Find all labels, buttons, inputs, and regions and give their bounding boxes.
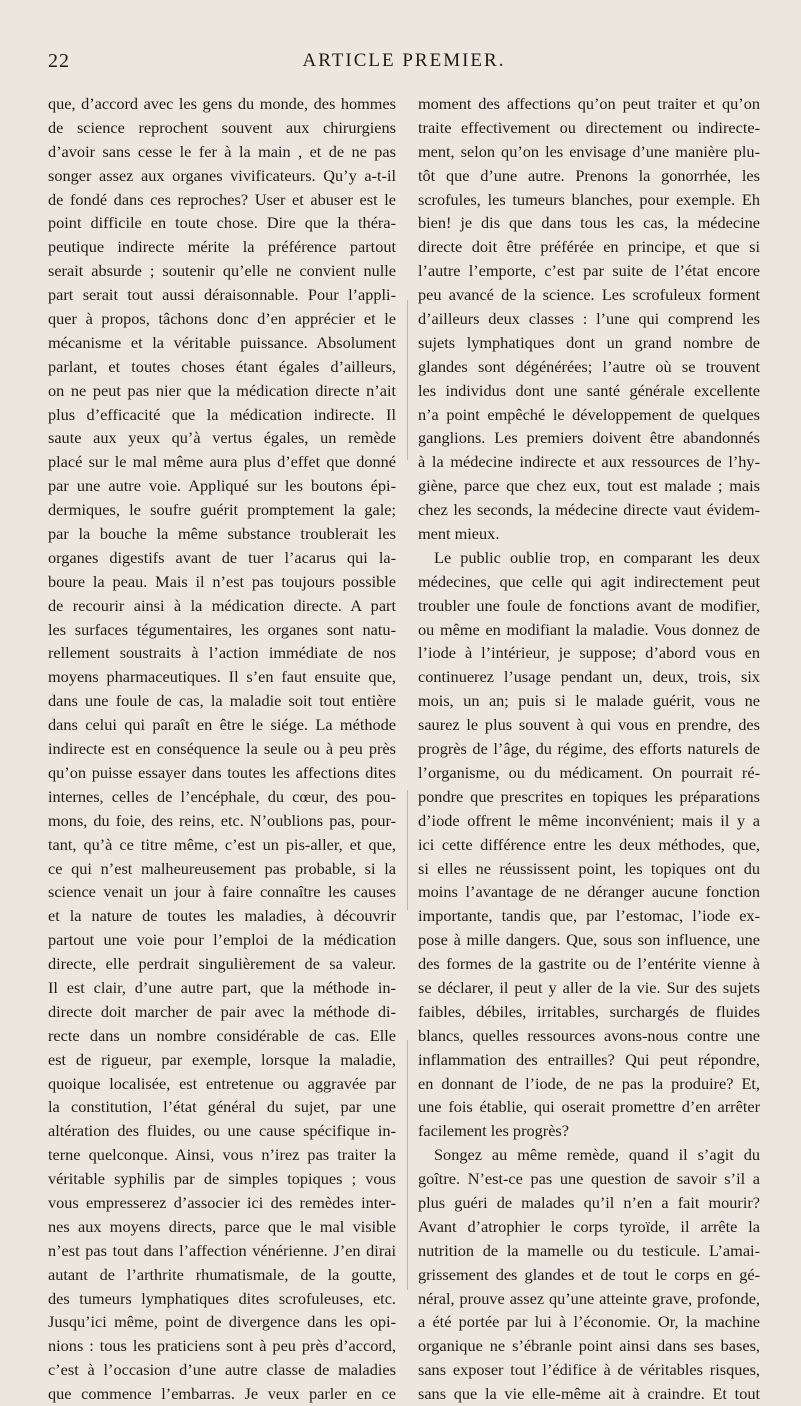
text-line: par la bouche la même substance troublerait les <box>48 524 396 544</box>
text-line: inflammation des entrailles? Qui peut répondre, <box>418 1049 760 1069</box>
text-line: de fondé dans ces reproches? User et abuser est le <box>48 189 396 209</box>
text-line: d’iode offrent le même inconvénient; mais il y a <box>418 810 760 830</box>
text-line: autant de l’arthrite rhumatismale, de la goutte, <box>48 1264 396 1284</box>
text-line: progrès de l’âge, du régime, des efforts naturels de <box>418 739 760 759</box>
text-line: rellement soustraits à l’action immédiate de nos <box>48 643 396 663</box>
text-line: pondre que prescrites en topiques les préparations <box>418 786 760 806</box>
text-line: nutrition de la mamelle ou du testicule. L’amai- <box>418 1240 760 1260</box>
text-line: n’a point empêché le développement de quelques <box>418 404 760 424</box>
text-line: part serait tout aussi déraisonnable. Pour l’appli- <box>48 285 396 305</box>
text-line: c’est à l’occasion d’une autre classe de maladies <box>48 1360 396 1380</box>
text-line: directe doit marcher de pair avec la méthode di- <box>48 1001 396 1021</box>
running-title: ARTICLE PREMIER. <box>302 50 506 71</box>
text-line: Avant d’atrophier le corps tyroïde, il arrête la <box>418 1216 760 1236</box>
text-line: altération des fluides, ou une cause spécifique in- <box>48 1121 396 1141</box>
text-line: quer à propos, tâchons donc d’en apprécier et le <box>48 309 396 329</box>
text-line: blancs, quelles ressources avons-nous contre une <box>418 1025 760 1045</box>
text-line: a été portée par lui à l’économie. Or, la machine <box>418 1312 760 1332</box>
text-line: ment mieux. <box>418 524 500 544</box>
text-line: si elles ne réussissent point, les topiques ont du <box>418 858 760 878</box>
text-line: giène, parce que chez eux, tout est malade ; mais <box>418 476 760 496</box>
text-line: les individus dont une santé générale excellente <box>418 380 760 400</box>
left-column <box>48 92 396 1406</box>
text-line: plus guéri de malades qu’il n’en a fait mourir? <box>418 1192 760 1212</box>
text-line: médecines, que celle qui agit indirectement peut <box>418 571 760 591</box>
column-divider <box>407 790 408 910</box>
text-line: par une autre voie. Appliqué sur les boutons épi- <box>48 476 396 496</box>
text-line: terne quelconque. Ainsi, vous n’irez pas traiter la <box>48 1145 396 1165</box>
text-line: peutique indirecte mérite la préférence partout <box>48 237 396 257</box>
text-line: pose à mille dangers. Que, sous son influence, une <box>418 930 760 950</box>
text-line: troubler une foule de fonctions avant de modifier, <box>418 595 760 615</box>
text-line: directe, elle perdrait singulièrement de sa valeur. <box>48 954 396 974</box>
text-line: placé sur le mal même aura plus d’effet que donné <box>48 452 396 472</box>
text-line: des formes de la gastrite ou de l’entérite vienne à <box>418 954 760 974</box>
text-line: la constitution, l’état général du sujet, par une <box>48 1097 396 1117</box>
text-line: mois, un an; puis si le malade guérit, vous ne <box>418 691 760 711</box>
text-line: point difficile en toute chose. Dire que la théra- <box>48 213 396 233</box>
text-line: vous empresserez d’associer ici des remèdes inter- <box>48 1192 396 1212</box>
text-line: sans exposer tout l’édifice à de véritables risques, <box>418 1360 760 1380</box>
text-line: on ne peut pas nier que la médication directe n’ait <box>48 380 396 400</box>
text-line: l’iode à l’intérieur, je suppose; d’abord vous en <box>418 643 760 663</box>
text-line: sujets lymphatiques dont un grand nombre de <box>418 332 760 352</box>
text-line: que commence l’embarras. Je veux parler en ce <box>48 1384 396 1404</box>
page-number: 22 <box>48 50 70 72</box>
text-line: importante, tandis que, par l’estomac, l’iode ex- <box>418 906 760 926</box>
text-line: qu’on puisse essayer dans toutes les affections dites <box>48 762 396 782</box>
text-line: serait absurde ; soutenir qu’elle ne convient nulle <box>48 261 396 281</box>
text-line: ment, selon qu’on les envisage d’une manière plu- <box>418 141 760 161</box>
text-line: facilement les progrès? <box>418 1121 569 1141</box>
text-line: internes, celles de l’encéphale, du cœur, des pou- <box>48 786 396 806</box>
text-line: de science reprochent souvent aux chirurgiens <box>48 117 396 137</box>
text-line: nions : tous les praticiens sont à peu près d’accord, <box>48 1336 396 1356</box>
text-line: d’ailleurs deux classes : l’une qui comprend les <box>418 309 760 329</box>
text-line: tant, qu’à ce titre même, c’est un pis-aller, et que, <box>48 834 396 854</box>
text-line: moyens pharmaceutiques. Il s’en faut ensuite que, <box>48 667 396 687</box>
text-line: se déclarer, il peut y aller de la vie. Sur des sujets <box>418 977 760 997</box>
text-line: ou même en modifiant la maladie. Vous donnez de <box>418 619 760 639</box>
text-line: moment des affections qu’on peut traiter et qu’on <box>418 94 760 113</box>
text-line: ici cette différence entre les deux méthodes, que, <box>418 834 760 854</box>
text-line: parlant, et toutes choses étant égales d’ailleurs, <box>48 356 396 376</box>
text-line: songer assez aux organes vivificateurs. Qu’y a-t-il <box>48 165 396 185</box>
text-line: mons, du foie, des reins, etc. N’oublions pas, pour- <box>48 810 396 830</box>
text-line: d’avoir sans cesse le fer à la main , et de ne pas <box>48 141 396 161</box>
text-line: Il est clair, d’une autre part, que la méthode in- <box>48 977 396 997</box>
text-line: est de rigueur, par exemple, lorsque la maladie, <box>48 1049 396 1069</box>
text-line: organes digestifs avant de tuer l’acarus qui la- <box>48 547 396 567</box>
text-line: partout une voie pour l’emploi de la médication <box>48 930 396 950</box>
text-line: l’organisme, ou du médicament. On pourrait ré- <box>418 762 760 782</box>
text-line: bien! je dis que dans tous les cas, la médecine <box>418 213 760 233</box>
text-line: goître. N’est-ce pas une question de savoir s’il a <box>418 1169 760 1189</box>
text-line: continuerez l’usage pendant un, deux, trois, six <box>418 667 760 687</box>
text-line: science venait un jour à faire connaître les causes <box>48 882 396 902</box>
text-line: chez les seconds, la médecine directe vaut évidem- <box>418 500 760 520</box>
text-line: recte dans un nombre considérable de cas. Elle <box>48 1025 396 1045</box>
text-line: n’est pas tout dans l’affection vénérienne. J’en dirai <box>48 1240 396 1260</box>
text-line: organique ne s’ébranle point ainsi dans ses bases, <box>418 1336 760 1356</box>
text-line: indirecte est en conséquence la seule ou à peu près <box>48 739 396 759</box>
text-line: directe doit être préférée en principe, et que si <box>418 237 760 257</box>
text-line: sans que la vie elle-même ait à craindre. Et tout <box>418 1384 760 1404</box>
text-line: des tumeurs lymphatiques dites scrofuleuses, etc. <box>48 1288 396 1308</box>
text-line: l’autre l’emporte, c’est par suite de l’état encore <box>418 261 760 281</box>
text-line: mécanisme et la véritable puissance. Absolument <box>48 332 396 352</box>
text-line: saurez le plus souvent à qui vous en prendre, des <box>418 715 760 735</box>
text-line: et la nature de toutes les maladies, à découvrir <box>48 906 396 926</box>
text-line: faibles, débiles, irritables, surchargés de fluides <box>418 1001 760 1021</box>
right-column <box>418 92 760 1406</box>
text-line: traite effectivement ou directement ou indirecte- <box>418 117 760 137</box>
text-line: en donnant de l’iode, de ne pas la produire? Et, <box>418 1073 760 1093</box>
text-line: plus d’efficacité que la médication indirecte. Il <box>48 404 396 424</box>
text-line: nes aux moyens directs, parce que le mal visible <box>48 1216 396 1236</box>
text-line: ce qui n’est malheureusement pas probable, si la <box>48 858 396 878</box>
text-line: dermiques, le soufre guérit promptement la gale; <box>48 500 396 520</box>
text-line: à la médecine indirecte et aux ressources de l’hy- <box>418 452 760 472</box>
text-line: de recourir ainsi à la médication directe. A part <box>48 595 396 615</box>
text-line: véritable syphilis par de simples topiques ; vous <box>48 1169 396 1189</box>
text-line: ganglions. Les premiers doivent être abandonnés <box>418 428 760 448</box>
text-line: grissement des glandes et de tout le corps en gé- <box>418 1264 760 1284</box>
text-line: scrofules, les tumeurs blanches, pour exemple. Eh <box>418 189 760 209</box>
text-line: boure la peau. Mais il n’est pas toujours possible <box>48 571 396 591</box>
text-line: Jusqu’ici même, point de divergence dans les opi- <box>48 1312 396 1332</box>
text-line: peu avancé de la science. Les scrofuleux forment <box>418 285 760 305</box>
text-line: saute aux yeux qu’à vertus égales, un remède <box>48 428 396 448</box>
text-line: dans une foule de cas, la maladie soit tout entière <box>48 691 396 711</box>
text-line: les surfaces tégumentaires, les organes sont natu- <box>48 619 396 639</box>
column-divider <box>407 300 408 460</box>
text-line: quoique localisée, est entretenue ou aggravée par <box>48 1073 396 1093</box>
text-line: tôt que d’une autre. Prenons la gonorrhée, les <box>418 165 760 185</box>
text-line: néral, prouve assez qu’une atteinte grave, profonde, <box>418 1288 760 1308</box>
text-line: que, d’accord avec les gens du monde, des hommes <box>48 94 396 113</box>
text-line: une fois établie, qui oserait promettre d’en arrêter <box>418 1097 760 1117</box>
text-line: Songez au même remède, quand il s’agit du <box>434 1145 760 1165</box>
text-line: dans celui qui paraît en être le siége. La méthode <box>48 715 396 735</box>
text-line: glandes sont dégénérées; l’autre où se trouvent <box>418 356 760 376</box>
page-header <box>48 50 760 74</box>
text-line: Le public oublie trop, en comparant les deux <box>434 547 760 567</box>
column-divider <box>407 1040 408 1290</box>
text-line: moins l’avantage de ne déranger aucune fonction <box>418 882 760 902</box>
